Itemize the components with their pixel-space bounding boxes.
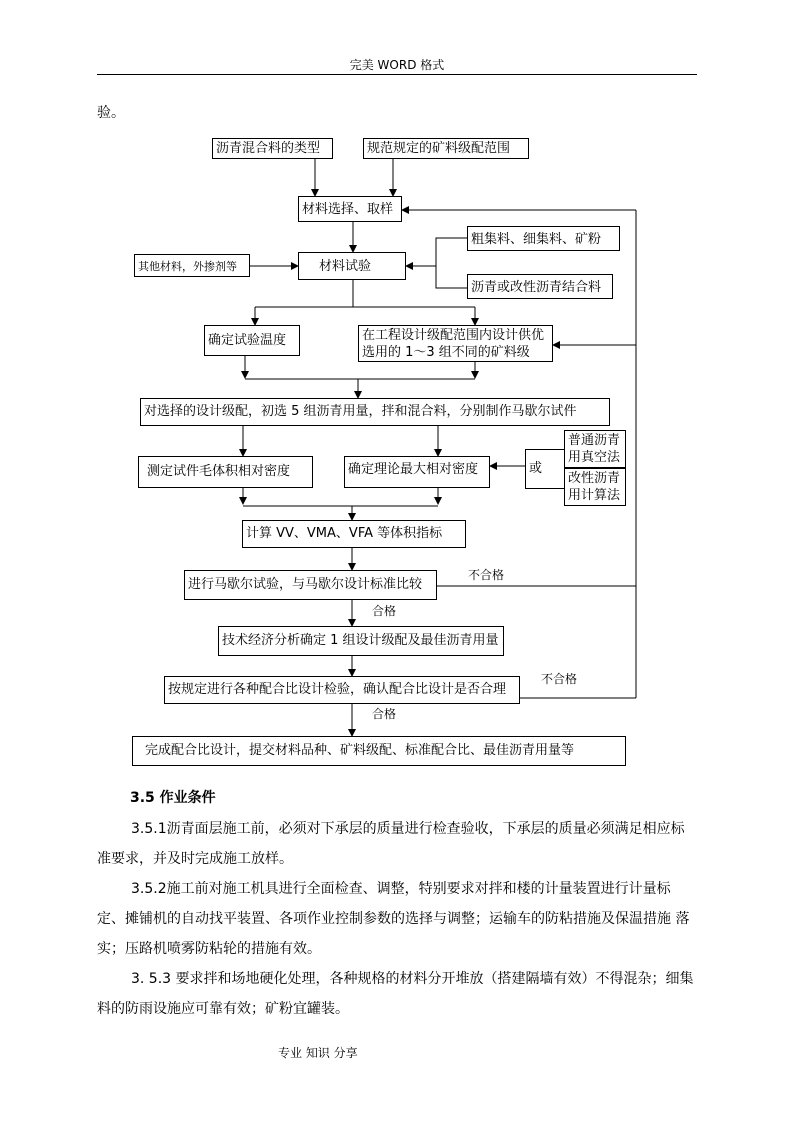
box-test-temp: 确定试验温度 (204, 325, 300, 356)
box-bulk-density: 测定试件毛体积相对密度 (138, 456, 313, 488)
box-max-density: 确定理论最大相对密度 (344, 456, 490, 488)
box-calc: 改性沥青用计算法 (564, 468, 626, 506)
box-or: 或 (525, 449, 565, 489)
box-material-select: 材料选择、取样 (298, 196, 402, 222)
box-grading-range: 规范规定的矿料级配范围 (363, 138, 529, 159)
box-design-grading: 在工程设计级配范围内设计供优选用的 1～3 组不同的矿料级 (358, 325, 553, 362)
page-header: 完美 WORD 格式 (349, 58, 445, 72)
box-other-materials: 其他材料，外掺剂等 (134, 254, 250, 277)
box-aggregates: 粗集料、细集料、矿粉 (467, 226, 620, 251)
box-marshall-prep: 对选择的设计级配，初选 5 组沥青用量，拌和混合料，分别制作马歇尔试件 (140, 398, 610, 426)
label-pass-1: 合格 (372, 604, 397, 618)
paragraph-3-5-2: 3.5.2施工前对施工机具进行全面检查、调整，特别要求对拌和楼的计量装置进行计量标定、摊铺机的自动找平装置、各项作业控制参数的选择与调整；运输车的防粘措施及保温措施 落实；压路机喷雾防粘轮的措施有效。 (97, 881, 690, 957)
box-vacuum: 普通沥青用真空法 (564, 430, 626, 468)
bracket-right-materials (436, 238, 467, 288)
box-tech-econ: 技术经济分析确定 1 组设计级配及最佳沥青用量 (218, 626, 504, 656)
box-mix-type: 沥青混合料的类型 (212, 138, 333, 159)
box-material-test: 材料试验 (298, 252, 406, 280)
label-pass-2: 合格 (372, 707, 397, 721)
section-body (97, 814, 697, 1024)
paragraph-3-5-3: 3. 5.3 要求拌和场地硬化处理，各种规格的材料分开堆放（搭建隔墙有效）不得混杂；细集料的防雨设施应可靠有效；矿粉宜罐装。 (97, 971, 694, 1017)
box-check: 按规定进行各种配合比设计检验，确认配合比设计是否合理 (164, 676, 520, 704)
section-title: 3.5 作业条件 (130, 790, 216, 806)
paragraph-3-5-1: 3.5.1沥青面层施工前，必须对下承层的质量进行检查验收，下承层的质量必须满足相应标准要求，并及时完成施工放样。 (97, 821, 685, 867)
lead-text: 验。 (97, 105, 125, 121)
box-marshall-test: 进行马歇尔试验，与马歇尔设计标准比较 (184, 570, 437, 600)
box-binder: 沥青或改性沥青结合料 (467, 274, 613, 299)
label-fail-2: 不合格 (541, 672, 578, 686)
label-fail-1: 不合格 (468, 568, 505, 582)
page-footer: 专业 知识 分享 (278, 1046, 358, 1060)
box-volume-index: 计算 VV、VMA、VFA 等体积指标 (242, 520, 466, 548)
box-finish: 完成配合比设计，提交材料品种、矿料级配、标准配合比、最佳沥青用量等 (132, 736, 626, 766)
